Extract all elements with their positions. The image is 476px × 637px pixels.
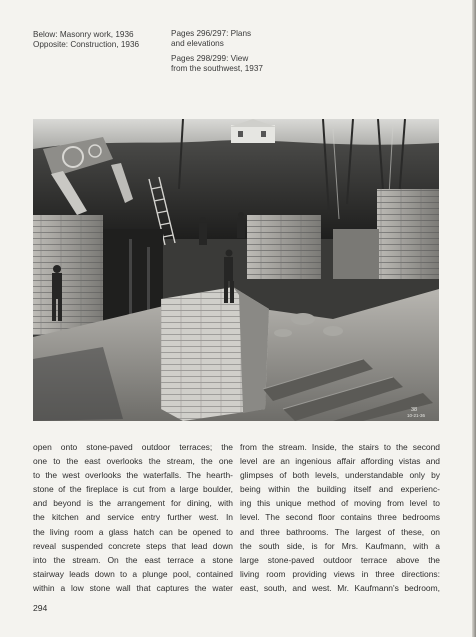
body-line: and beyond is the arrangement for dining, with (33, 498, 233, 509)
body-line: the south side, is for Mrs. Kaufmann, with a (240, 540, 440, 551)
body-line: being within the building itself and experienc- (240, 484, 440, 495)
body-line: ing this unique method of moving from level to (240, 498, 440, 509)
body-column-left (33, 440, 233, 595)
page-edge (472, 0, 476, 637)
body-line: into the stream. On the east terrace a stone (33, 554, 233, 565)
body-line: the kitchen and service entry further west. In (33, 512, 233, 523)
body-line: reveal suspended concrete steps that lead down (33, 540, 233, 551)
caption-line: Opposite: Construction, 1936 (33, 40, 140, 50)
body-line: from the stream. Inside, the stairs to the second (240, 442, 440, 452)
body-line: to the west overlooks the waterfalls. The hearth- (33, 470, 233, 481)
body-line: stairway leads down to a plunge pool, contained (33, 568, 233, 579)
caption-line: from the southwest, 1937 (171, 64, 263, 74)
body-line: and three bathrooms. The largest of these, on (240, 526, 440, 537)
body-line: within a low stone wall that captures the water (33, 582, 233, 593)
construction-photo (33, 119, 439, 421)
caption-line: Below: Masonry work, 1936 (33, 30, 134, 39)
caption-right (171, 29, 263, 75)
body-line: large stone-paved outdoor terrace above the (240, 554, 440, 565)
caption-left (33, 30, 139, 51)
page-number: 294 (33, 603, 48, 613)
photo-stamp-date: 10-21-36 (407, 413, 426, 418)
body-line: open onto stone-paved outdoor terraces; the (33, 442, 233, 452)
caption-line: and elevations (171, 39, 224, 49)
body-line: the living room a glass hatch can be opened to (33, 526, 233, 537)
photo-stamp-number: 38 (411, 407, 418, 413)
body-line: living room providing views in three directions: (240, 568, 440, 579)
body-column-right (240, 440, 440, 595)
body-line: stone of the fireplace is cut from a large boulder, (33, 484, 233, 495)
body-line: level. The second floor contains three bedrooms (240, 512, 440, 523)
body-line: one to the east overlooks the stream, the one (33, 456, 233, 467)
caption-line: Pages 296/297: Plans (171, 29, 252, 38)
body-line: east, south, and west. Mr. Kaufmann's bedroom, (240, 582, 440, 593)
caption-line: Pages 298/299: View (171, 53, 249, 63)
body-line: glimpses of both levels, understandable only by (240, 470, 440, 481)
body-line: level are an ingenious affair affording vistas and (240, 456, 440, 467)
